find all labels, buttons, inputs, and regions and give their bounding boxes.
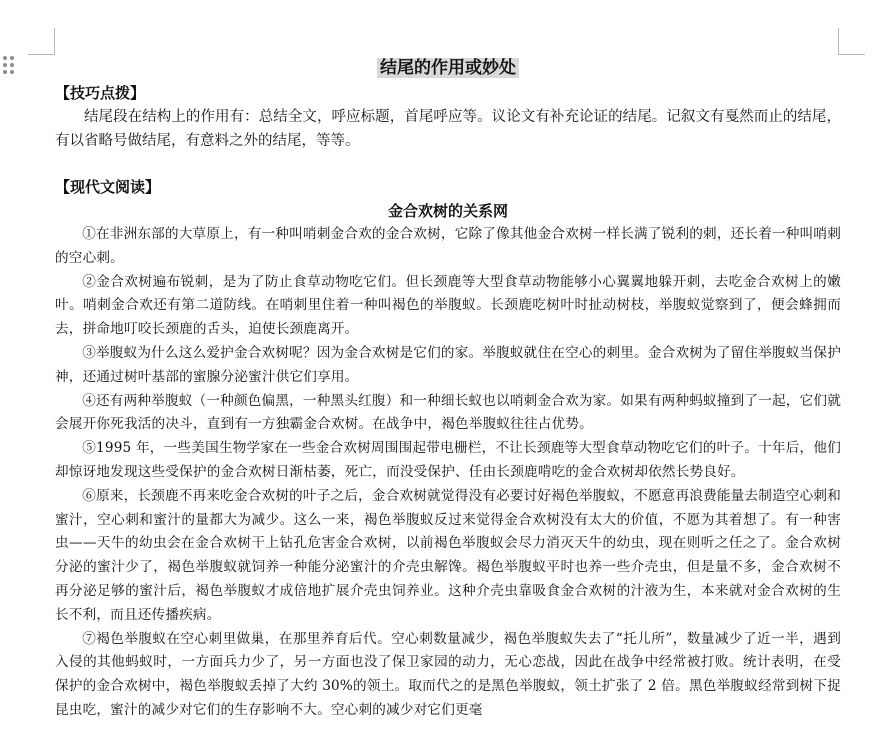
margin-corner-top-right bbox=[838, 28, 865, 55]
section-heading-reading: 【现代文阅读】 bbox=[55, 178, 161, 196]
article-paragraph: ①在非洲东部的大草原上，有一种叫哨刺金合欢的金合欢树，它除了像其他金合欢树一样长满了锐利的刺，还长着一种叫哨刺的空心刺。 bbox=[55, 226, 841, 266]
article-paragraph: ④还有两种举腹蚁（一种颜色偏黑，一种黑头红腹）和一种细长蚁也以哨刺金合欢为家。如果有两种蚂蚁撞到了一起，它们就会展开你死我活的决斗，直到有一方独霸金合欢树。在战争中，褐色举腹蚁往往占优势。 bbox=[55, 392, 841, 433]
article-paragraph: ⑥原来，长颈鹿不再来吃金合欢树的叶子之后，金合欢树就觉得没有必要讨好褐色举腹蚁，不愿意再浪费能量去制造空心刺和蜜汁，空心刺和蜜汁的量都大为减少。这么一来，褐色举腹蚁反过来觉得金合欢树没有太大的价值，不愿为其着想了。有一种害虫——天牛的幼虫会在金合欢树干上钻孔危害金合欢树，以前褐色举腹蚁会尽力消灭天牛的幼虫，现在则听之任之了。金合欢树分泌的蜜汁少了，褐色举腹蚁就饲养一种能分泌蜜汁的介壳虫解馋。褐色举腹蚁平时也养一些介壳虫，但是量不多，金合欢树不再分泌足够的蜜汁后，褐色举腹蚁才成倍地扩展介壳虫饲养业。这种介壳虫靠吸食金合欢树的汁液为生，本来就对金合欢树的生长不利，而且还传播疾病。 bbox=[55, 487, 841, 623]
document-title: 结尾的作用或妙处 bbox=[55, 55, 841, 81]
section-heading-tips: 【技巧点拨】 bbox=[55, 84, 146, 102]
tips-paragraph: 结尾段在结构上的作用有：总结全文，呼应标题，首尾呼应等。议论文有补充论证的结尾。记叙文有戛然而止的结尾，有以省略号做结尾，有意料之外的结尾，等等。 bbox=[55, 109, 841, 149]
article-paragraph: ②金合欢树遍布锐刺，是为了防止食草动物吃它们。但长颈鹿等大型食草动物能够小心翼翼地躲开刺，去吃金合欢树上的嫩叶。哨刺金合欢还有第二道防线。在哨刺里住着一种叫褐色的举腹蚁。长颈鹿吃树叶时扯动树枝，举腹蚁觉察到了，便会蜂拥而去，拼命地叮咬长颈鹿的舌头，迫使长颈鹿离开。 bbox=[55, 273, 841, 338]
article-paragraph: ③举腹蚁为什么这么爱护金合欢树呢？因为金合欢树是它们的家。举腹蚁就住在空心的刺里。金合欢树为了留住举腹蚁当保护神，还通过树叶基部的蜜腺分泌蜜汁供它们享用。 bbox=[55, 344, 841, 385]
document-body bbox=[55, 55, 841, 723]
drag-handle-icon[interactable] bbox=[3, 56, 17, 76]
article-title: 金合欢树的关系网 bbox=[387, 202, 508, 220]
article-paragraph: ⑤1995 年，一些美国生物学家在一些金合欢树周围围起带电栅栏，不让长颈鹿等大型食草动物吃它们的叶子。十年后，他们却惊讶地发现这些受保护的金合欢树日渐枯萎，死亡，而没受保护、任由长颈鹿啃吃的金合欢树却依然长势良好。 bbox=[55, 440, 841, 480]
margin-corner-top-left bbox=[28, 28, 55, 55]
article-paragraph: ⑦褐色举腹蚁在空心刺里做巢，在那里养育后代。空心刺数量减少，褐色举腹蚁失去了“托儿所”，数量减少了近一半，遇到入侵的其他蚂蚁时，一方面兵力少了，另一方面也没了保卫家园的动力，无心恋战，因此在战争中经常被打败。统计表明，在受保护的金合欢树中，褐色举腹蚁丢掉了大约 30%的领土。取而代之的是黑色举腹蚁，领土扩张了 2 倍。黑色举腹蚁经常到树下捉昆虫吃，蜜汁的减少对它们的生存影响不大。空心刺的减少对它们更毫 bbox=[55, 630, 841, 718]
